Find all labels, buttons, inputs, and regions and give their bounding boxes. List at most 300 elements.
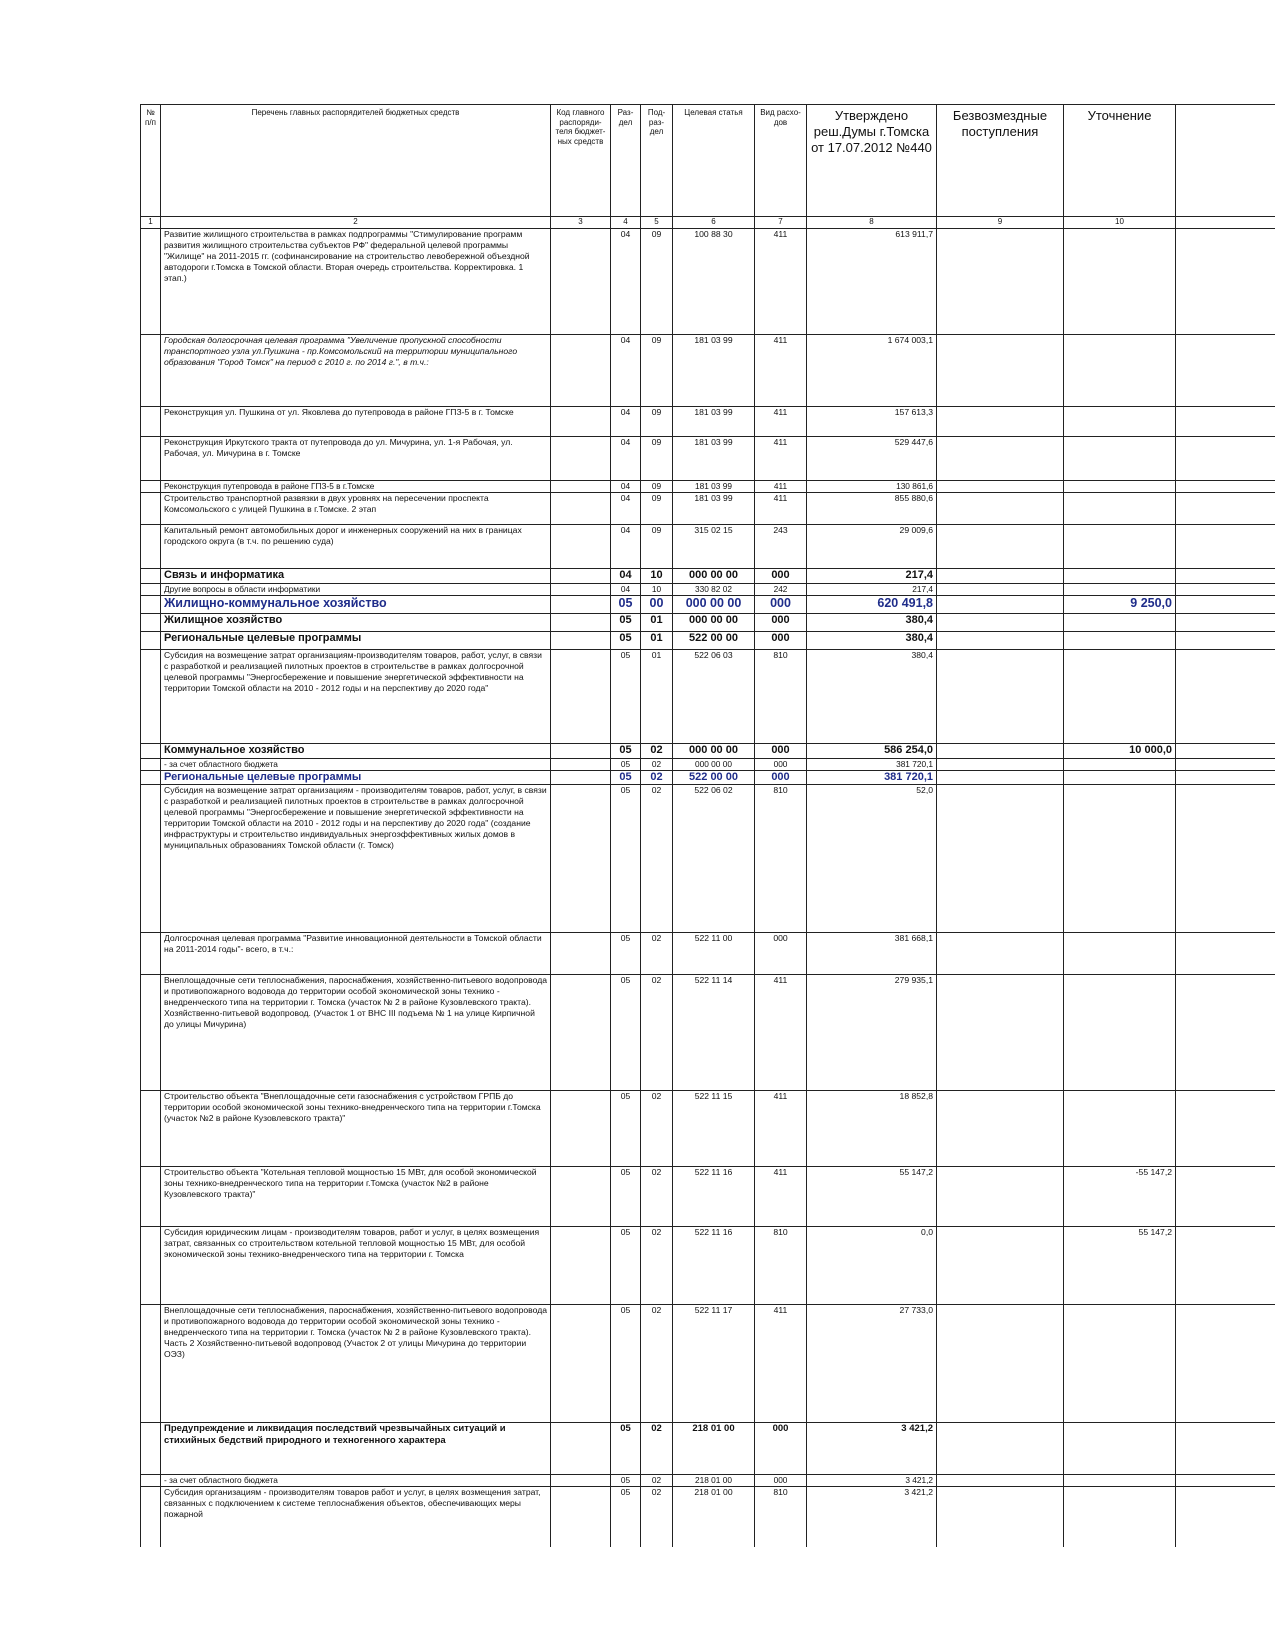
- row-vid-cell: 411: [755, 437, 807, 481]
- row-gratis-cell: [937, 569, 1064, 584]
- row-num-cell: [141, 481, 161, 493]
- row-name-cell: Жилищное хозяйство: [161, 614, 551, 632]
- row-statya-cell: 181 03 99: [673, 407, 755, 437]
- row-vid-cell: 411: [755, 335, 807, 407]
- row-razdel-cell: 05: [611, 975, 641, 1091]
- row-approved-cell: 217,4: [807, 584, 937, 596]
- col-number: 10: [1064, 217, 1176, 229]
- row-podrazdel-cell: 01: [641, 614, 673, 632]
- row-vid-cell: 243: [755, 525, 807, 569]
- row-statya-cell: 522 00 00: [673, 771, 755, 785]
- table-row: [141, 525, 1275, 569]
- row-kod-cell: [551, 335, 611, 407]
- row-razdel-cell: 05: [611, 1091, 641, 1167]
- header-row: [141, 105, 1275, 217]
- row-podrazdel-cell: 02: [641, 759, 673, 771]
- row-clarify-cell: [1064, 335, 1176, 407]
- row-name-cell: Реконструкция путепровода в районе ГПЗ-5 в г.Томске: [161, 481, 551, 493]
- row-extra-cell: [1176, 437, 1275, 481]
- row-statya-cell: 522 11 15: [673, 1091, 755, 1167]
- row-gratis-cell: [937, 650, 1064, 744]
- row-extra-cell: [1176, 335, 1275, 407]
- row-name-cell: - за счет областного бюджета: [161, 759, 551, 771]
- col-number: 9: [937, 217, 1064, 229]
- row-statya-cell: 522 11 16: [673, 1227, 755, 1305]
- budget-table: [140, 104, 1275, 1547]
- row-extra-cell: [1176, 771, 1275, 785]
- row-approved-cell: 157 613,3: [807, 407, 937, 437]
- row-clarify-cell: 55 147,2: [1064, 1227, 1176, 1305]
- row-razdel-cell: 05: [611, 1487, 641, 1547]
- row-vid-cell: 000: [755, 569, 807, 584]
- table-row: [141, 481, 1275, 493]
- table-row: [141, 335, 1275, 407]
- row-razdel-cell: 04: [611, 525, 641, 569]
- row-num-cell: [141, 1487, 161, 1547]
- row-statya-cell: 000 00 00: [673, 614, 755, 632]
- row-extra-cell: [1176, 744, 1275, 759]
- row-gratis-cell: [937, 771, 1064, 785]
- row-name-cell: Строительство объекта "Внеплощадочные сети газоснабжения с устройством ГРПБ до территории особой экономической зоны технико-внедренческого типа на территории г.Томска (участок №2 в районе Кузовлевского тракта)": [161, 1091, 551, 1167]
- row-kod-cell: [551, 1091, 611, 1167]
- row-razdel-cell: 04: [611, 584, 641, 596]
- row-podrazdel-cell: 09: [641, 525, 673, 569]
- row-podrazdel-cell: 02: [641, 1091, 673, 1167]
- table-row: [141, 1227, 1275, 1305]
- row-name-cell: Долгосрочная целевая программа "Развитие инновационной деятельности в Томской области на 2011-2014 годы"- всего, в т.ч.:: [161, 933, 551, 975]
- row-clarify-cell: 9 250,0: [1064, 596, 1176, 614]
- row-podrazdel-cell: 09: [641, 437, 673, 481]
- row-podrazdel-cell: 09: [641, 229, 673, 335]
- col-number: 3: [551, 217, 611, 229]
- row-kod-cell: [551, 759, 611, 771]
- row-podrazdel-cell: 02: [641, 771, 673, 785]
- row-extra-cell: [1176, 493, 1275, 525]
- row-name-cell: Развитие жилищного строительства в рамках подпрограммы "Стимулирование программ развития жилищного строительства субъектов РФ" федеральной целевой программы "Жилище" на 2011-2015 гг. (софинансирование на строительство левобережной объездной автодороги г.Томска в Томской области. Вторая очередь строительства. Корректировка. 1 этап.): [161, 229, 551, 335]
- row-kod-cell: [551, 1305, 611, 1423]
- table-row: [141, 1167, 1275, 1227]
- row-statya-cell: 330 82 02: [673, 584, 755, 596]
- row-vid-cell: 000: [755, 632, 807, 650]
- col-number: [1176, 217, 1275, 229]
- row-razdel-cell: 05: [611, 1305, 641, 1423]
- row-name-cell: Внеплощадочные сети теплоснабжения, пароснабжения, хозяйственно-питьевого водопровода и противопожарного водовода до территории особой экономической зоны технико - внедренческого типа на территории г. Томска (участок № 2 в районе Кузовлевского тракта). Часть 2 Хозяйственно-питьевой водопровод (Участок 2 от улицы Мичурина до территории ОЭЗ): [161, 1305, 551, 1423]
- row-podrazdel-cell: 02: [641, 785, 673, 933]
- row-num-cell: [141, 785, 161, 933]
- row-extra-cell: [1176, 650, 1275, 744]
- row-clarify-cell: [1064, 437, 1176, 481]
- col-number: 1: [141, 217, 161, 229]
- row-razdel-cell: 05: [611, 744, 641, 759]
- table-row: [141, 1487, 1275, 1547]
- row-vid-cell: 000: [755, 744, 807, 759]
- row-gratis-cell: [937, 1091, 1064, 1167]
- row-razdel-cell: 05: [611, 596, 641, 614]
- row-num-cell: [141, 1305, 161, 1423]
- row-extra-cell: [1176, 1475, 1275, 1487]
- row-statya-cell: 000 00 00: [673, 596, 755, 614]
- row-name-cell: Региональные целевые программы: [161, 771, 551, 785]
- row-name-cell: Связь и информатика: [161, 569, 551, 584]
- row-podrazdel-cell: 09: [641, 335, 673, 407]
- row-podrazdel-cell: 09: [641, 493, 673, 525]
- row-razdel-cell: 05: [611, 614, 641, 632]
- row-extra-cell: [1176, 1487, 1275, 1547]
- row-num-cell: [141, 596, 161, 614]
- row-extra-cell: [1176, 1305, 1275, 1423]
- table-row: [141, 614, 1275, 632]
- row-extra-cell: [1176, 481, 1275, 493]
- table-row: [141, 771, 1275, 785]
- row-approved-cell: 380,4: [807, 650, 937, 744]
- row-podrazdel-cell: 02: [641, 1475, 673, 1487]
- row-approved-cell: 130 861,6: [807, 481, 937, 493]
- row-kod-cell: [551, 493, 611, 525]
- row-gratis-cell: [937, 785, 1064, 933]
- header-name: Перечень главных распорядителей бюджетных средств: [161, 105, 551, 217]
- row-approved-cell: 586 254,0: [807, 744, 937, 759]
- row-razdel-cell: 05: [611, 771, 641, 785]
- row-approved-cell: 613 911,7: [807, 229, 937, 335]
- row-name-cell: Субсидия организациям - производителям товаров работ и услуг, в целях возмещения затрат, связанных с подключением к системе теплоснабжения объектов, обеспечивающих меры пожарной: [161, 1487, 551, 1547]
- row-clarify-cell: [1064, 407, 1176, 437]
- row-razdel-cell: 05: [611, 1167, 641, 1227]
- row-kod-cell: [551, 437, 611, 481]
- header-vid: Вид расхо-дов: [755, 105, 807, 217]
- row-kod-cell: [551, 744, 611, 759]
- row-num-cell: [141, 759, 161, 771]
- table-row: [141, 975, 1275, 1091]
- row-approved-cell: 1 674 003,1: [807, 335, 937, 407]
- row-extra-cell: [1176, 632, 1275, 650]
- row-approved-cell: 380,4: [807, 614, 937, 632]
- row-num-cell: [141, 650, 161, 744]
- row-num-cell: [141, 632, 161, 650]
- row-kod-cell: [551, 785, 611, 933]
- row-approved-cell: 52,0: [807, 785, 937, 933]
- row-clarify-cell: -55 147,2: [1064, 1167, 1176, 1227]
- row-razdel-cell: 04: [611, 437, 641, 481]
- col-number: 6: [673, 217, 755, 229]
- row-approved-cell: 3 421,2: [807, 1475, 937, 1487]
- row-statya-cell: 181 03 99: [673, 335, 755, 407]
- row-kod-cell: [551, 596, 611, 614]
- header-statya: Целевая статья: [673, 105, 755, 217]
- row-approved-cell: 27 733,0: [807, 1305, 937, 1423]
- table-row: [141, 1423, 1275, 1475]
- header-gratis: Безвозмездные поступления: [937, 105, 1064, 217]
- row-podrazdel-cell: 02: [641, 975, 673, 1091]
- row-vid-cell: 242: [755, 584, 807, 596]
- table-row: [141, 437, 1275, 481]
- row-statya-cell: 522 00 00: [673, 632, 755, 650]
- row-vid-cell: 411: [755, 407, 807, 437]
- row-razdel-cell: 05: [611, 785, 641, 933]
- row-name-cell: Капитальный ремонт автомобильных дорог и инженерных сооружений на них в границах городского округа (в т.ч. по решению суда): [161, 525, 551, 569]
- row-extra-cell: [1176, 785, 1275, 933]
- row-podrazdel-cell: 02: [641, 1305, 673, 1423]
- row-clarify-cell: [1064, 1423, 1176, 1475]
- row-gratis-cell: [937, 493, 1064, 525]
- row-kod-cell: [551, 1475, 611, 1487]
- table-row: [141, 1091, 1275, 1167]
- row-clarify-cell: [1064, 525, 1176, 569]
- row-num-cell: [141, 229, 161, 335]
- row-statya-cell: 181 03 99: [673, 481, 755, 493]
- row-extra-cell: [1176, 584, 1275, 596]
- row-podrazdel-cell: 00: [641, 596, 673, 614]
- row-name-cell: Субсидия на возмещение затрат организациям-производителям товаров, работ, услуг, в связи с разработкой и реализацией пилотных проектов в строительстве в рамках долгосрочной целевой программы "Энергосбережение и повышение энергетической эффективности на территории Томской области на 2010 - 2012 годы и на перспективу до 2020 года": [161, 650, 551, 744]
- row-num-cell: [141, 1227, 161, 1305]
- row-kod-cell: [551, 1423, 611, 1475]
- col-number: 4: [611, 217, 641, 229]
- row-razdel-cell: 04: [611, 407, 641, 437]
- table-row: [141, 407, 1275, 437]
- row-clarify-cell: 10 000,0: [1064, 744, 1176, 759]
- row-clarify-cell: [1064, 650, 1176, 744]
- row-gratis-cell: [937, 525, 1064, 569]
- row-extra-cell: [1176, 1227, 1275, 1305]
- table-row: [141, 632, 1275, 650]
- header-podrazdel: Под-раз-дел: [641, 105, 673, 217]
- row-podrazdel-cell: 02: [641, 933, 673, 975]
- row-approved-cell: 3 421,2: [807, 1423, 937, 1475]
- row-approved-cell: 55 147,2: [807, 1167, 937, 1227]
- row-podrazdel-cell: 02: [641, 1227, 673, 1305]
- row-vid-cell: 810: [755, 1227, 807, 1305]
- table-row: [141, 744, 1275, 759]
- row-num-cell: [141, 584, 161, 596]
- row-gratis-cell: [937, 759, 1064, 771]
- row-num-cell: [141, 1167, 161, 1227]
- row-vid-cell: 810: [755, 650, 807, 744]
- row-num-cell: [141, 437, 161, 481]
- row-approved-cell: 855 880,6: [807, 493, 937, 525]
- row-kod-cell: [551, 614, 611, 632]
- row-extra-cell: [1176, 614, 1275, 632]
- row-clarify-cell: [1064, 1487, 1176, 1547]
- row-extra-cell: [1176, 1423, 1275, 1475]
- row-podrazdel-cell: 10: [641, 584, 673, 596]
- row-gratis-cell: [937, 614, 1064, 632]
- row-vid-cell: 411: [755, 493, 807, 525]
- col-number: 2: [161, 217, 551, 229]
- header-approved: Утверждено реш.Думы г.Томска от 17.07.2012 №440: [807, 105, 937, 217]
- row-gratis-cell: [937, 1475, 1064, 1487]
- row-clarify-cell: [1064, 1475, 1176, 1487]
- header-razdel: Раз-дел: [611, 105, 641, 217]
- table-row: [141, 1305, 1275, 1423]
- row-vid-cell: 411: [755, 1305, 807, 1423]
- row-approved-cell: 381 720,1: [807, 771, 937, 785]
- row-extra-cell: [1176, 759, 1275, 771]
- row-vid-cell: 000: [755, 771, 807, 785]
- row-num-cell: [141, 407, 161, 437]
- row-razdel-cell: 05: [611, 632, 641, 650]
- row-gratis-cell: [937, 1167, 1064, 1227]
- row-gratis-cell: [937, 229, 1064, 335]
- row-num-cell: [141, 1423, 161, 1475]
- row-gratis-cell: [937, 407, 1064, 437]
- row-statya-cell: 522 11 16: [673, 1167, 755, 1227]
- col-number: 5: [641, 217, 673, 229]
- table-row: [141, 584, 1275, 596]
- row-clarify-cell: [1064, 493, 1176, 525]
- row-name-cell: Коммунальное хозяйство: [161, 744, 551, 759]
- row-vid-cell: 411: [755, 481, 807, 493]
- row-approved-cell: 0,0: [807, 1227, 937, 1305]
- row-razdel-cell: 04: [611, 335, 641, 407]
- row-extra-cell: [1176, 1091, 1275, 1167]
- row-razdel-cell: 05: [611, 933, 641, 975]
- row-name-cell: Другие вопросы в области информатики: [161, 584, 551, 596]
- table-row: [141, 596, 1275, 614]
- row-name-cell: Предупреждение и ликвидация последствий чрезвычайных ситуаций и стихийных бедствий природного и техногенного характера: [161, 1423, 551, 1475]
- row-gratis-cell: [937, 975, 1064, 1091]
- row-statya-cell: 522 06 03: [673, 650, 755, 744]
- row-num-cell: [141, 975, 161, 1091]
- table-row: [141, 785, 1275, 933]
- row-statya-cell: 181 03 99: [673, 437, 755, 481]
- row-podrazdel-cell: 10: [641, 569, 673, 584]
- row-statya-cell: 522 11 14: [673, 975, 755, 1091]
- table-row: [141, 759, 1275, 771]
- row-clarify-cell: [1064, 1091, 1176, 1167]
- row-vid-cell: 810: [755, 785, 807, 933]
- header-extra: [1176, 105, 1275, 217]
- row-num-cell: [141, 1091, 161, 1167]
- row-kod-cell: [551, 933, 611, 975]
- row-clarify-cell: [1064, 1305, 1176, 1423]
- row-podrazdel-cell: 02: [641, 1487, 673, 1547]
- row-num-cell: [141, 525, 161, 569]
- row-statya-cell: 218 01 00: [673, 1475, 755, 1487]
- row-statya-cell: 000 00 00: [673, 569, 755, 584]
- row-vid-cell: 411: [755, 229, 807, 335]
- row-clarify-cell: [1064, 614, 1176, 632]
- row-razdel-cell: 05: [611, 1227, 641, 1305]
- row-clarify-cell: [1064, 933, 1176, 975]
- header-clarify: Уточнение: [1064, 105, 1176, 217]
- row-clarify-cell: [1064, 632, 1176, 650]
- row-kod-cell: [551, 650, 611, 744]
- row-extra-cell: [1176, 525, 1275, 569]
- row-gratis-cell: [937, 481, 1064, 493]
- row-extra-cell: [1176, 975, 1275, 1091]
- row-name-cell: Жилищно-коммунальное хозяйство: [161, 596, 551, 614]
- row-razdel-cell: 05: [611, 1423, 641, 1475]
- row-gratis-cell: [937, 596, 1064, 614]
- row-kod-cell: [551, 1167, 611, 1227]
- row-razdel-cell: 04: [611, 229, 641, 335]
- row-name-cell: Реконструкция ул. Пушкина от ул. Яковлева до путепровода в районе ГПЗ-5 в г. Томске: [161, 407, 551, 437]
- row-razdel-cell: 05: [611, 759, 641, 771]
- row-podrazdel-cell: 01: [641, 632, 673, 650]
- row-statya-cell: 218 01 00: [673, 1487, 755, 1547]
- row-extra-cell: [1176, 407, 1275, 437]
- row-statya-cell: 522 11 17: [673, 1305, 755, 1423]
- row-name-cell: Строительство транспортной развязки в двух уровнях на пересечении проспекта Комсомольского с улицей Пушкина в г.Томске. 2 этап: [161, 493, 551, 525]
- row-approved-cell: 529 447,6: [807, 437, 937, 481]
- row-approved-cell: 29 009,6: [807, 525, 937, 569]
- header-kod: Код главного распоряди-теля бюджет-ных средств: [551, 105, 611, 217]
- row-vid-cell: 810: [755, 1487, 807, 1547]
- row-statya-cell: 522 06 02: [673, 785, 755, 933]
- row-gratis-cell: [937, 1305, 1064, 1423]
- row-clarify-cell: [1064, 771, 1176, 785]
- row-statya-cell: 522 11 00: [673, 933, 755, 975]
- row-num-cell: [141, 744, 161, 759]
- row-gratis-cell: [937, 335, 1064, 407]
- row-podrazdel-cell: 02: [641, 1167, 673, 1227]
- row-clarify-cell: [1064, 584, 1176, 596]
- row-num-cell: [141, 614, 161, 632]
- row-num-cell: [141, 771, 161, 785]
- row-approved-cell: 18 852,8: [807, 1091, 937, 1167]
- row-gratis-cell: [937, 584, 1064, 596]
- row-razdel-cell: 04: [611, 569, 641, 584]
- table-row: [141, 229, 1275, 335]
- row-name-cell: Субсидия юридическим лицам - производителям товаров, работ и услуг, в целях возмещения затрат, связанных со строительством котельной тепловой мощностью 15 МВт, для особой экономической зоны технико-внедренческого типа на территории г. Томска: [161, 1227, 551, 1305]
- row-num-cell: [141, 933, 161, 975]
- header-num: № п/п: [141, 105, 161, 217]
- row-statya-cell: 000 00 00: [673, 744, 755, 759]
- row-name-cell: - за счет областного бюджета: [161, 1475, 551, 1487]
- row-kod-cell: [551, 569, 611, 584]
- row-gratis-cell: [937, 1423, 1064, 1475]
- row-clarify-cell: [1064, 785, 1176, 933]
- row-kod-cell: [551, 229, 611, 335]
- row-razdel-cell: 05: [611, 650, 641, 744]
- row-num-cell: [141, 1475, 161, 1487]
- row-gratis-cell: [937, 1487, 1064, 1547]
- table-row: [141, 569, 1275, 584]
- row-name-cell: Реконструкция Иркутского тракта от путепровода до ул. Мичурина, ул. 1-я Рабочая, ул. Рабочая, ул. Мичурина в г. Томске: [161, 437, 551, 481]
- row-statya-cell: 181 03 99: [673, 493, 755, 525]
- row-podrazdel-cell: 09: [641, 407, 673, 437]
- row-extra-cell: [1176, 229, 1275, 335]
- row-extra-cell: [1176, 569, 1275, 584]
- row-num-cell: [141, 493, 161, 525]
- row-vid-cell: 411: [755, 975, 807, 1091]
- row-gratis-cell: [937, 744, 1064, 759]
- row-razdel-cell: 04: [611, 481, 641, 493]
- column-numbers-row: [141, 217, 1275, 229]
- row-vid-cell: 000: [755, 614, 807, 632]
- row-name-cell: Региональные целевые программы: [161, 632, 551, 650]
- row-statya-cell: 100 88 30: [673, 229, 755, 335]
- row-gratis-cell: [937, 632, 1064, 650]
- row-approved-cell: 217,4: [807, 569, 937, 584]
- row-kod-cell: [551, 584, 611, 596]
- row-gratis-cell: [937, 1227, 1064, 1305]
- row-kod-cell: [551, 771, 611, 785]
- row-vid-cell: 000: [755, 596, 807, 614]
- table-row: [141, 1475, 1275, 1487]
- row-podrazdel-cell: 01: [641, 650, 673, 744]
- row-clarify-cell: [1064, 229, 1176, 335]
- row-kod-cell: [551, 407, 611, 437]
- row-vid-cell: 000: [755, 1423, 807, 1475]
- row-approved-cell: 380,4: [807, 632, 937, 650]
- row-approved-cell: 3 421,2: [807, 1487, 937, 1547]
- row-approved-cell: 381 720,1: [807, 759, 937, 771]
- row-gratis-cell: [937, 933, 1064, 975]
- table-row: [141, 493, 1275, 525]
- row-kod-cell: [551, 525, 611, 569]
- row-razdel-cell: 04: [611, 493, 641, 525]
- row-name-cell: Строительство объекта "Котельная тепловой мощностью 15 МВт, для особой экономической зоны технико-внедренческого типа на территории г.Томска (участок №2 в районе Кузовлевского тракта)": [161, 1167, 551, 1227]
